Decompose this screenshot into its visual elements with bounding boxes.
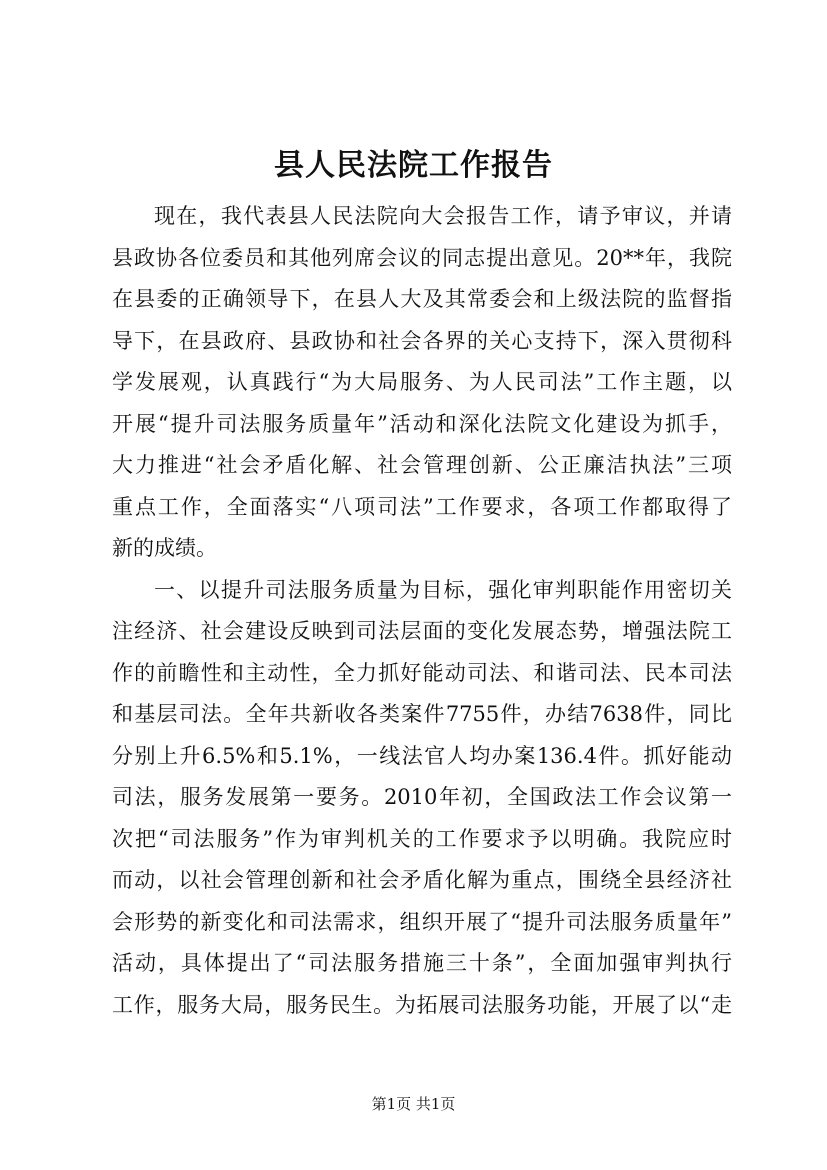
paragraph-1-line-8: 重点工作，全面落实“八项司法”工作要求，各项工作都取得了 <box>112 494 732 519</box>
paragraph-1-line-6: 开展“提升司法服务质量年”活动和深化法院文化建设为抓手， <box>112 411 732 436</box>
paragraph-2-line-10: 活动，具体提出了“司法服务措施三十条”，全面加强审判执行 <box>112 951 732 975</box>
paragraph-1-line-1: 现在，我代表县人民法院向大会报告工作，请予审议，并请 <box>154 204 732 228</box>
paragraph-1-line-7: 大力推进“社会矛盾化解、社会管理创新、公正廉洁执法”三项 <box>112 453 732 477</box>
paragraph-2-line-11: 工作，服务大局，服务民生。为拓展司法服务功能，开展了以“走 <box>112 992 732 1017</box>
paragraph-1-line-2: 县政协各位委员和其他列席会议的同志提出意见。20**年，我院 <box>112 245 732 270</box>
paragraph-1-line-5: 学发展观，认真践行“为大局服务、为人民司法”工作主题，以 <box>112 370 732 394</box>
document-title: 县人民法院工作报告 <box>274 148 553 183</box>
paragraph-1-line-4: 导下，在县政府、县政协和社会各界的关心支持下，深入贯彻科 <box>112 328 732 353</box>
paragraph-2-line-4: 和基层司法。全年共新收各类案件7755件，办结7638件，同比 <box>112 702 732 726</box>
paragraph-2-line-1: 一、以提升司法服务质量为目标，强化审判职能作用密切关 <box>154 577 732 602</box>
paragraph-2-line-2: 注经济、社会建设反映到司法层面的变化发展态势，增强法院工 <box>112 619 732 643</box>
paragraph-2-line-6: 司法，服务发展第一要务。2010年初，全国政法工作会议第一 <box>112 785 732 809</box>
paragraph-1-line-3: 在县委的正确领导下，在县人大及其常委会和上级法院的监督指 <box>112 287 732 311</box>
paragraph-2-line-8: 而动，以社会管理创新和社会矛盾化解为重点，围绕全县经济社 <box>112 868 732 892</box>
page-footer: 第1页 共1页 <box>371 1095 456 1113</box>
paragraph-2-line-7: 次把“司法服务”作为审判机关的工作要求予以明确。我院应时 <box>112 826 732 851</box>
paragraph-2-line-3: 作的前瞻性和主动性，全力抓好能动司法、和谐司法、民本司法 <box>112 660 732 685</box>
document-body <box>112 196 732 1026</box>
paragraph-2-line-9: 会形势的新变化和司法需求，组织开展了“提升司法服务质量年” <box>112 909 732 934</box>
paragraph-1-line-9: 新的成绩。 <box>112 536 217 560</box>
paragraph-2-line-5: 分别上升6.5%和5.1%，一线法官人均办案136.4件。抓好能动 <box>112 743 732 768</box>
